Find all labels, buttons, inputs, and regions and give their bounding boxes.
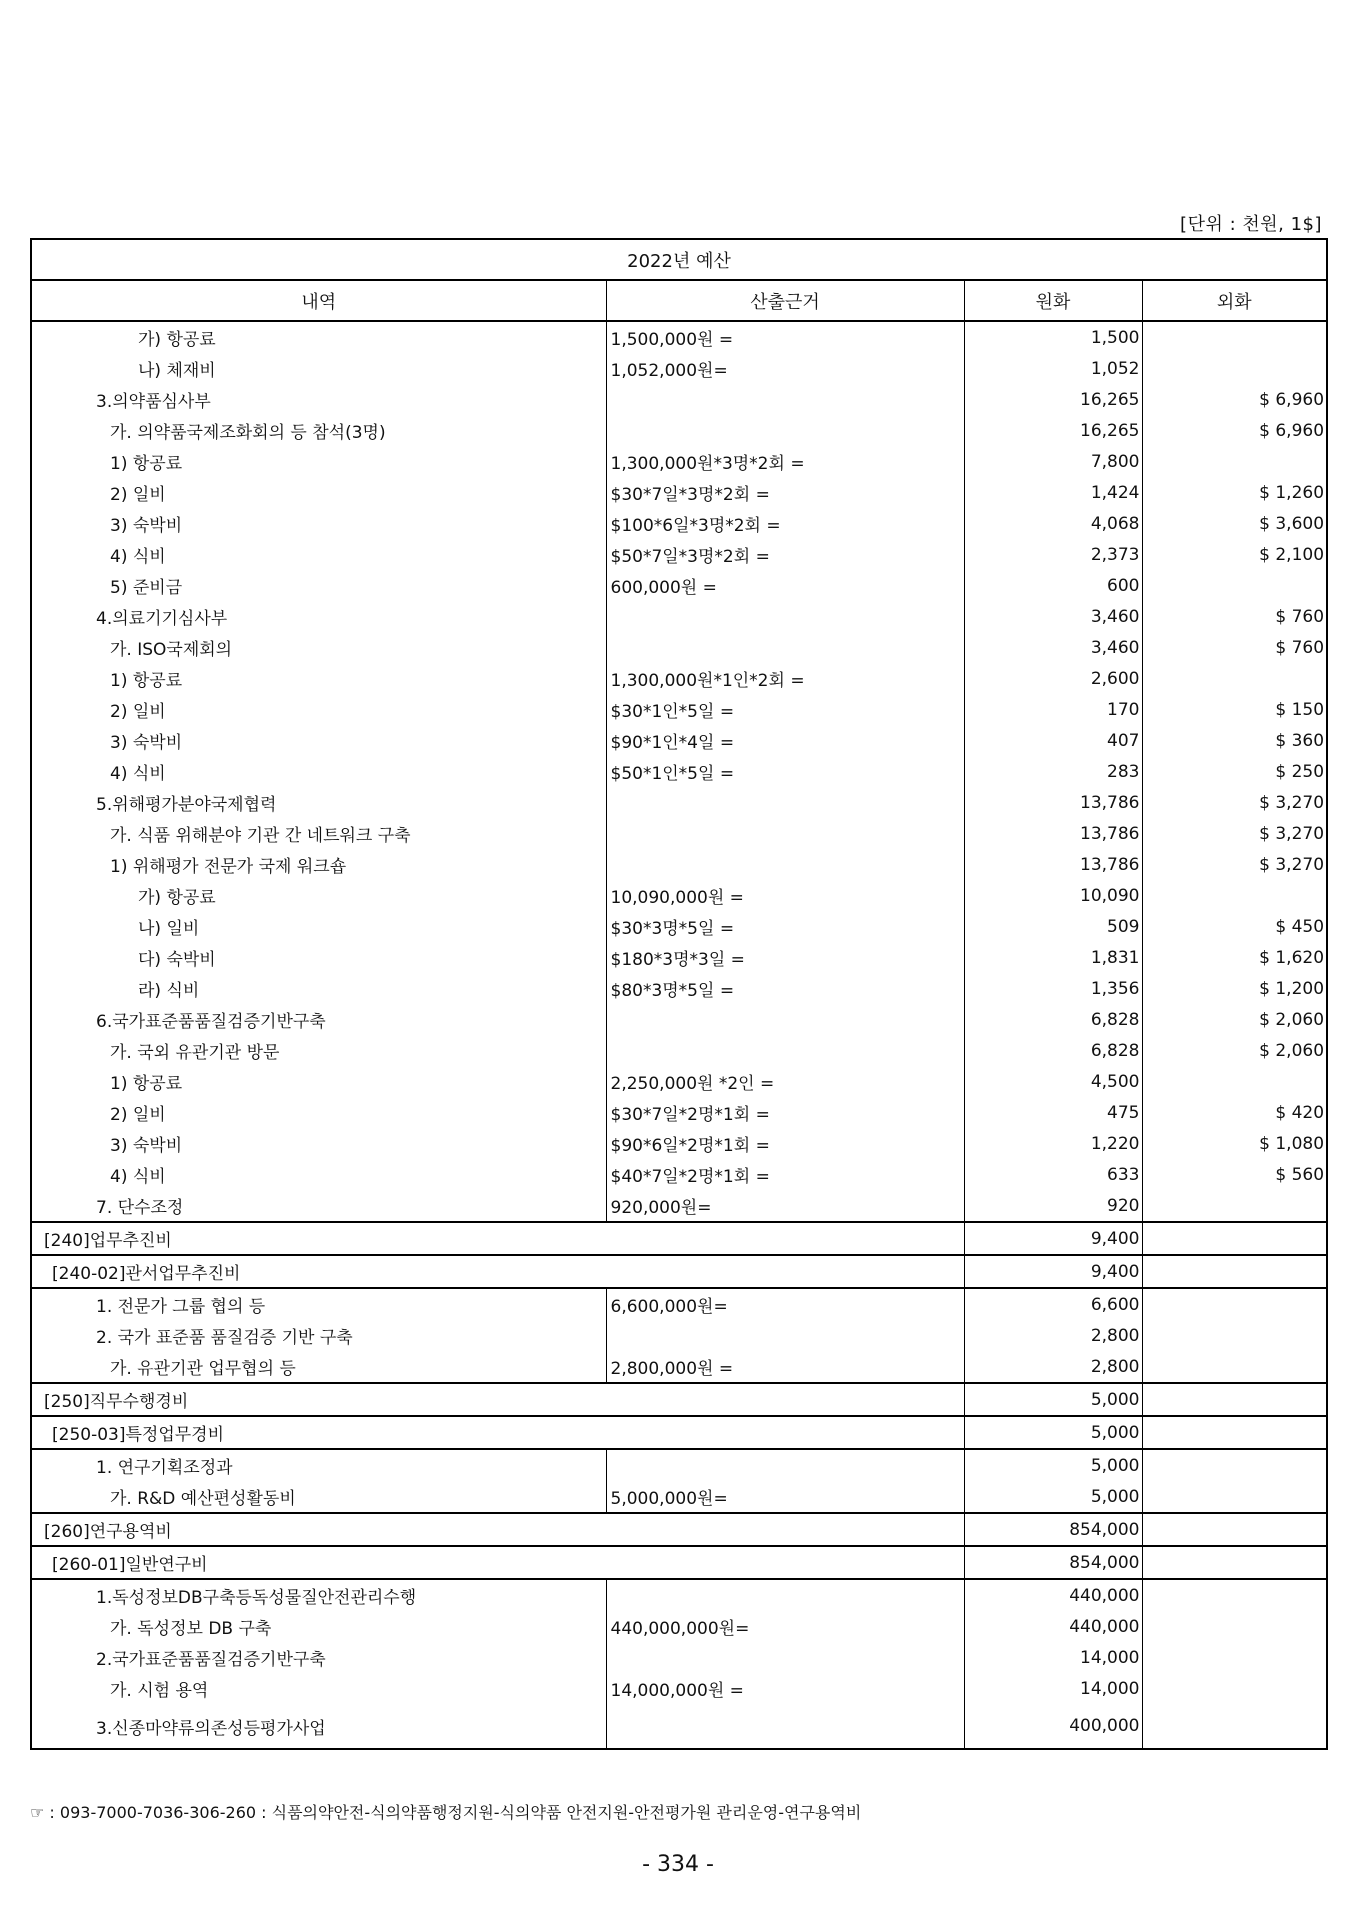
calc-basis [606,1004,964,1035]
usd-amount: $ 760 [1142,632,1327,663]
usd-amount [1142,1673,1327,1704]
calc-basis: $30*7일*2명*1회 = [606,1097,964,1128]
krw-amount: 6,600 [964,1288,1142,1320]
item-label: 2) 일비 [110,1105,166,1125]
column-header-krw: 원화 [964,280,1142,321]
table-row [31,1611,1327,1642]
table-row [31,1383,1327,1416]
table-row [31,1449,1327,1481]
krw-amount: 509 [964,911,1142,942]
table-row [31,1546,1327,1579]
table-row [31,849,1327,880]
krw-amount: 1,356 [964,973,1142,1004]
usd-amount: $ 250 [1142,756,1327,787]
krw-amount: 13,786 [964,787,1142,818]
table-row [31,1222,1327,1255]
usd-amount: $ 1,620 [1142,942,1327,973]
usd-amount: $ 420 [1142,1097,1327,1128]
usd-amount: $ 760 [1142,601,1327,632]
table-row [31,1642,1327,1673]
usd-amount [1142,1642,1327,1673]
table-row [31,694,1327,725]
table-row [31,539,1327,570]
table-row [31,756,1327,787]
item-label: 가) 항공료 [138,330,216,350]
krw-amount: 14,000 [964,1673,1142,1704]
krw-amount: 6,828 [964,1035,1142,1066]
item-label: 3) 숙박비 [110,516,183,536]
calc-basis: 920,000원= [606,1190,964,1222]
item-label: 4) 식비 [110,547,166,567]
krw-amount: 14,000 [964,1642,1142,1673]
item-label: 나) 일비 [138,919,200,939]
footnote: ☞ : 093-7000-7036-306-260 : 식품의약안전-식의약품행정지원-식의약품 안전지원-안전평가원 관리운영-연구용역비 [30,1803,862,1822]
item-label: 3.신종마약류의존성등평가사업 [96,1718,326,1739]
calc-basis: $180*3명*3일 = [606,942,964,973]
usd-amount [1142,1066,1327,1097]
item-label: 다) 숙박비 [138,950,216,970]
calc-basis: $90*1인*4일 = [606,725,964,756]
table-row [31,1673,1327,1704]
table-row [31,508,1327,539]
table-row [31,1704,1327,1749]
calc-basis: $50*1인*5일 = [606,756,964,787]
unit-label: [단위 : 천원, 1$] [1180,214,1322,235]
table-row [31,321,1327,353]
calc-basis: $30*7일*3명*2회 = [606,477,964,508]
usd-amount: $ 450 [1142,911,1327,942]
usd-amount: $ 150 [1142,694,1327,725]
item-label: 나) 체재비 [138,361,216,381]
usd-amount: $ 3,270 [1142,787,1327,818]
column-header-row [31,280,1327,321]
krw-amount: 3,460 [964,632,1142,663]
table-row [31,1416,1327,1449]
calc-basis [606,384,964,415]
item-label: 1) 항공료 [110,1074,183,1094]
item-label: 1) 위해평가 전문가 국제 워크숍 [110,857,347,877]
usd-amount: $ 1,080 [1142,1128,1327,1159]
budget-category: [240-02]관서업무추진비 [31,1255,964,1288]
table-row [31,446,1327,477]
usd-amount [1142,1449,1327,1481]
krw-amount: 1,220 [964,1128,1142,1159]
usd-amount [1142,880,1327,911]
calc-basis [606,632,964,663]
krw-amount: 283 [964,756,1142,787]
item-label: 2. 국가 표준품 품질검증 기반 구축 [96,1328,353,1348]
item-label: 가. ISO국제회의 [110,640,233,660]
table-row [31,570,1327,601]
item-label: 가. 의약품국제조화회의 등 참석(3명) [110,423,386,443]
usd-amount [1142,1416,1327,1449]
krw-amount: 400,000 [964,1704,1142,1749]
krw-amount: 854,000 [964,1546,1142,1579]
table-row [31,1255,1327,1288]
item-label: 3) 숙박비 [110,1136,183,1156]
column-header-usd: 외화 [1142,280,1327,321]
calc-basis: 1,300,000원*1인*2회 = [606,663,964,694]
calc-basis: 1,300,000원*3명*2회 = [606,446,964,477]
table-row [31,787,1327,818]
table-row [31,1320,1327,1351]
krw-amount: 600 [964,570,1142,601]
krw-amount: 2,800 [964,1351,1142,1383]
calc-basis [606,818,964,849]
krw-amount: 13,786 [964,818,1142,849]
usd-amount [1142,1481,1327,1513]
usd-amount [1142,1579,1327,1611]
usd-amount: $ 3,270 [1142,818,1327,849]
usd-amount: $ 1,200 [1142,973,1327,1004]
krw-amount: 5,000 [964,1449,1142,1481]
table-row [31,477,1327,508]
item-label: 5.위해평가분야국제협력 [96,795,277,815]
item-label: 7. 단수조정 [96,1198,184,1218]
item-label: 4) 식비 [110,764,166,784]
table-row [31,973,1327,1004]
calc-basis: 10,090,000원 = [606,880,964,911]
table-row [31,880,1327,911]
table-row [31,415,1327,446]
item-label: 가. R&D 예산편성활동비 [110,1489,296,1509]
table-row [31,1066,1327,1097]
calc-basis [606,1642,964,1673]
table-row [31,818,1327,849]
calc-basis: $40*7일*2명*1회 = [606,1159,964,1190]
krw-amount: 5,000 [964,1383,1142,1416]
budget-category: [250]직무수행경비 [31,1383,964,1416]
krw-amount: 4,068 [964,508,1142,539]
table-row [31,1351,1327,1383]
calc-basis: $30*3명*5일 = [606,911,964,942]
table-row [31,1035,1327,1066]
calc-basis [606,1579,964,1611]
calc-basis: $100*6일*3명*2회 = [606,508,964,539]
usd-amount: $ 2,100 [1142,539,1327,570]
krw-amount: 475 [964,1097,1142,1128]
table-row [31,911,1327,942]
table-row [31,1128,1327,1159]
usd-amount [1142,1222,1327,1255]
column-header-item: 내역 [31,280,606,321]
item-label: 1. 전문가 그룹 협의 등 [31,1288,606,1320]
item-label: 1) 항공료 [110,454,183,474]
table-title: 2022년 예산 [31,239,1327,280]
krw-amount: 854,000 [964,1513,1142,1546]
usd-amount: $ 3,600 [1142,508,1327,539]
krw-amount: 3,460 [964,601,1142,632]
item-label: 가) 항공료 [138,888,216,908]
krw-amount: 1,052 [964,353,1142,384]
calc-basis: $30*1인*5일 = [606,694,964,725]
usd-amount [1142,1288,1327,1320]
table-row [31,1288,1327,1320]
item-label: 5) 준비금 [110,578,183,598]
item-label: 라) 식비 [138,981,200,1001]
krw-amount: 440,000 [964,1579,1142,1611]
krw-amount: 1,500 [964,321,1142,353]
calc-basis [606,787,964,818]
budget-category: [240]업무추진비 [31,1222,964,1255]
calc-basis: 6,600,000원= [606,1288,964,1320]
calc-basis: 14,000,000원 = [606,1673,964,1704]
krw-amount: 13,786 [964,849,1142,880]
table-row [31,725,1327,756]
table-row [31,1190,1327,1222]
table-title-row [31,239,1327,280]
usd-amount [1142,1351,1327,1383]
usd-amount [1142,1704,1327,1749]
krw-amount: 633 [964,1159,1142,1190]
usd-amount: $ 560 [1142,1159,1327,1190]
krw-amount: 9,400 [964,1222,1142,1255]
calc-basis [606,849,964,880]
krw-amount: 2,373 [964,539,1142,570]
usd-amount: $ 3,270 [1142,849,1327,880]
usd-amount [1142,1320,1327,1351]
usd-amount [1142,1255,1327,1288]
item-label: 3.의약품심사부 [96,392,211,412]
krw-amount: 10,090 [964,880,1142,911]
calc-basis: $90*6일*2명*1회 = [606,1128,964,1159]
item-label: 가. 시험 용역 [110,1681,209,1701]
krw-amount: 16,265 [964,384,1142,415]
column-header-basis: 산출근거 [606,280,964,321]
item-label: 1) 항공료 [110,671,183,691]
calc-basis: $80*3명*5일 = [606,973,964,1004]
calc-basis [606,1449,964,1481]
table-row [31,1481,1327,1513]
table-row [31,1513,1327,1546]
item-label: 3) 숙박비 [110,733,183,753]
table-row [31,942,1327,973]
krw-amount: 407 [964,725,1142,756]
usd-amount [1142,1383,1327,1416]
item-label: 4.의료기기심사부 [96,609,228,629]
krw-amount: 9,400 [964,1255,1142,1288]
item-label: 2) 일비 [110,702,166,722]
table-row [31,1004,1327,1035]
usd-amount [1142,1611,1327,1642]
usd-amount [1142,321,1327,353]
item-label: 가. 독성정보 DB 구축 [110,1619,272,1639]
calc-basis [606,415,964,446]
calc-basis: 1,052,000원= [606,353,964,384]
usd-amount: $ 6,960 [1142,415,1327,446]
item-label: 가. 식품 위해분야 기관 간 네트워크 구축 [110,826,411,846]
usd-amount: $ 6,960 [1142,384,1327,415]
krw-amount: 16,265 [964,415,1142,446]
krw-amount: 1,831 [964,942,1142,973]
budget-table [30,238,1328,1750]
krw-amount: 440,000 [964,1611,1142,1642]
budget-category: [250-03]특정업무경비 [31,1416,964,1449]
krw-amount: 7,800 [964,446,1142,477]
krw-amount: 2,600 [964,663,1142,694]
calc-basis [606,601,964,632]
table-row [31,1579,1327,1611]
calc-basis [606,1704,964,1749]
krw-amount: 920 [964,1190,1142,1222]
table-row [31,1097,1327,1128]
calc-basis: 5,000,000원= [606,1481,964,1513]
krw-amount: 170 [964,694,1142,725]
usd-amount [1142,446,1327,477]
calc-basis: 2,800,000원 = [606,1351,964,1383]
item-label: 6.국가표준품품질검증기반구축 [96,1012,326,1032]
table-row [31,384,1327,415]
usd-amount: $ 1,260 [1142,477,1327,508]
usd-amount [1142,1513,1327,1546]
item-label: 2.국가표준품품질검증기반구축 [96,1650,326,1670]
calc-basis: 440,000,000원= [606,1611,964,1642]
krw-amount: 1,424 [964,477,1142,508]
table-row [31,353,1327,384]
table-row [31,663,1327,694]
usd-amount [1142,570,1327,601]
page-number: - 334 - [642,1852,714,1877]
table-row [31,632,1327,663]
calc-basis: 2,250,000원 *2인 = [606,1066,964,1097]
item-label: 가. 국외 유관기관 방문 [110,1043,280,1063]
usd-amount [1142,1190,1327,1222]
usd-amount [1142,663,1327,694]
usd-amount [1142,1546,1327,1579]
calc-basis: 1,500,000원 = [606,321,964,353]
usd-amount: $ 2,060 [1142,1004,1327,1035]
item-label: 1. 연구기획조정과 [31,1449,606,1481]
usd-amount: $ 2,060 [1142,1035,1327,1066]
usd-amount [1142,353,1327,384]
krw-amount: 5,000 [964,1481,1142,1513]
item-label: 1.독성정보DB구축등독성물질안전관리수행 [31,1579,606,1611]
calc-basis: 600,000원 = [606,570,964,601]
calc-basis [606,1320,964,1351]
krw-amount: 2,800 [964,1320,1142,1351]
budget-category: [260]연구용역비 [31,1513,964,1546]
krw-amount: 5,000 [964,1416,1142,1449]
calc-basis: $50*7일*3명*2회 = [606,539,964,570]
usd-amount: $ 360 [1142,725,1327,756]
item-label: 가. 유관기관 업무협의 등 [110,1359,296,1379]
budget-category: [260-01]일반연구비 [31,1546,964,1579]
krw-amount: 6,828 [964,1004,1142,1035]
table-row [31,601,1327,632]
item-label: 2) 일비 [110,485,166,505]
table-row [31,1159,1327,1190]
item-label: 4) 식비 [110,1167,166,1187]
calc-basis [606,1035,964,1066]
krw-amount: 4,500 [964,1066,1142,1097]
